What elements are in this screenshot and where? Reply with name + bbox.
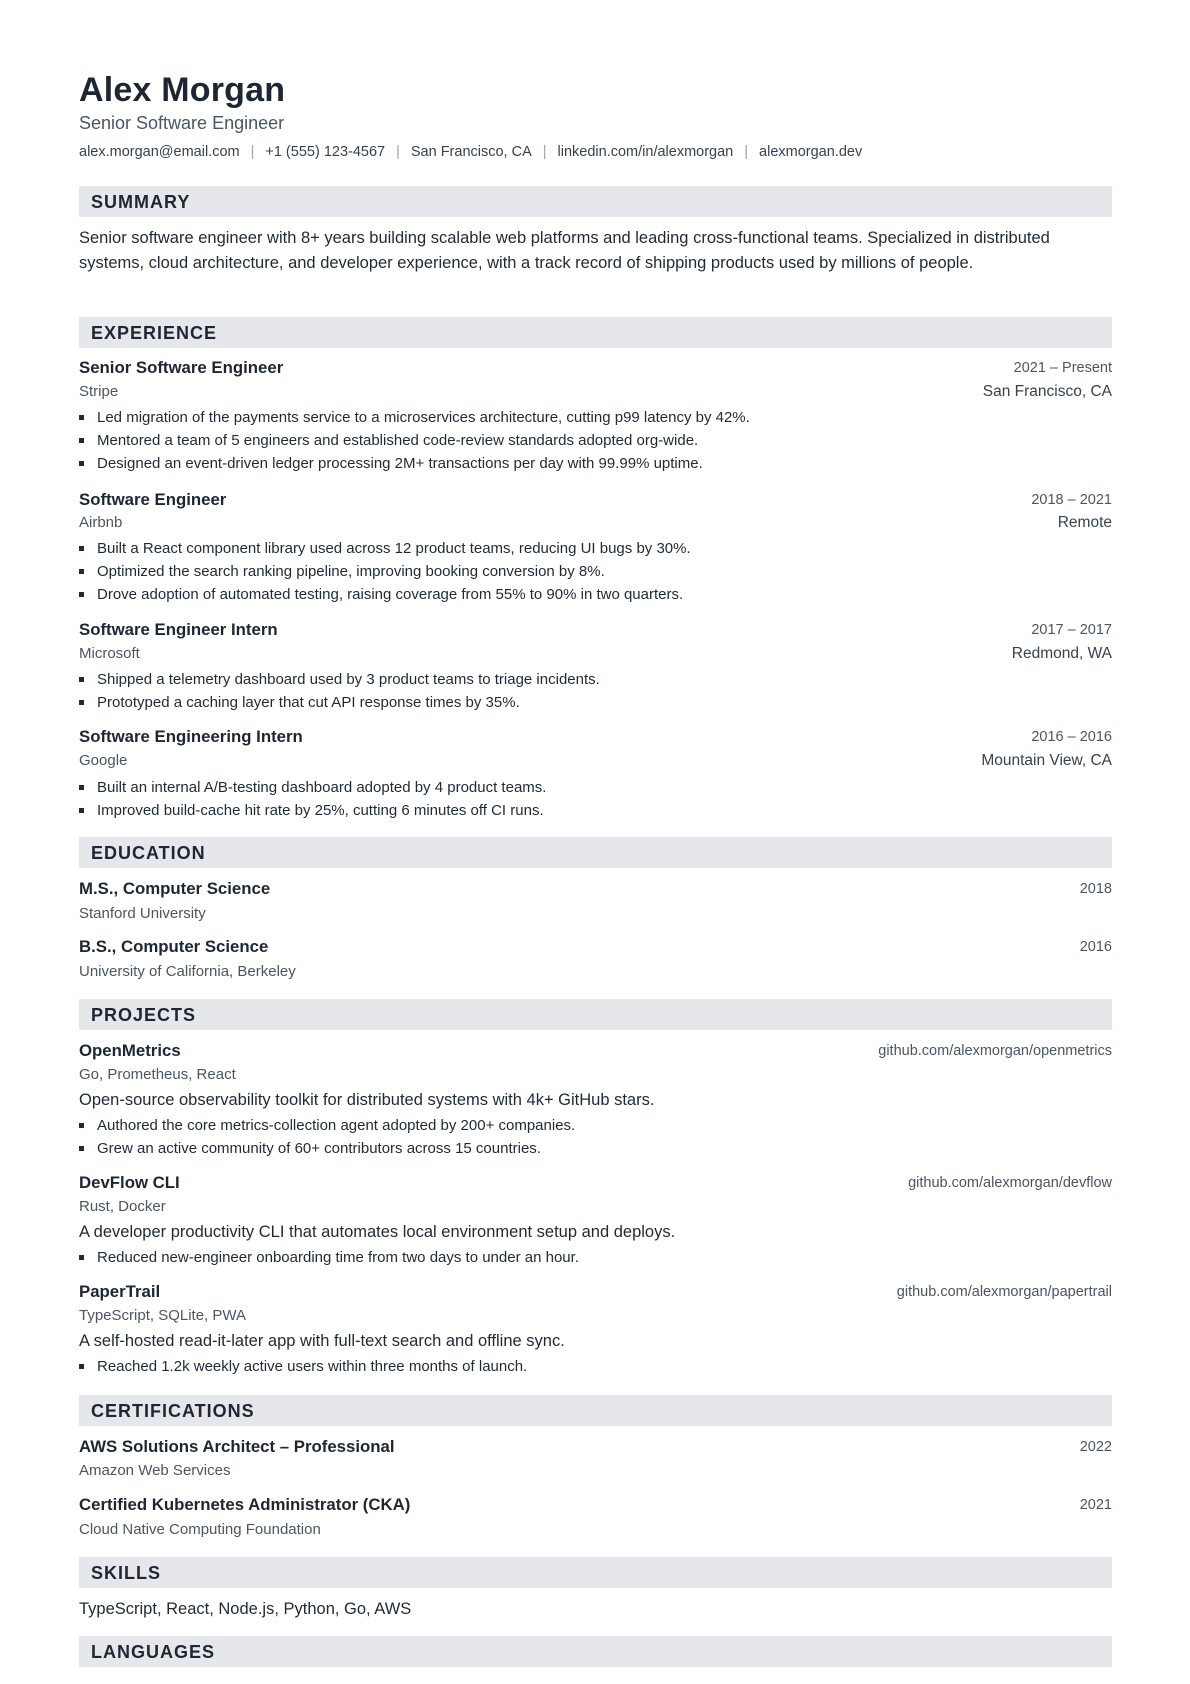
certification-issuer: Amazon Web Services [79,1462,231,1479]
project-link[interactable]: github.com/alexmorgan/papertrail [896,1284,1112,1300]
section-header-experience [79,317,1112,348]
section-header-skills [79,1557,1112,1588]
job-header [79,620,1112,642]
job-meta [79,514,1112,536]
job-title: Senior Software Engineer [79,358,284,377]
job-meta [79,752,1112,774]
bullet-text: Authored the core metrics-collection agent adopted by 200+ companies. [97,1117,576,1134]
project-stack: TypeScript, SQLite, PWA [79,1307,246,1324]
section-title: EDUCATION [91,843,206,863]
job-header [79,727,1112,749]
job-header [79,358,1112,380]
school-name: University of California, Berkeley [79,963,296,980]
certification-year: 2022 [1079,1439,1112,1455]
bullet-text: Improved build-cache hit rate by 25%, cutting 6 minutes off CI runs. [97,802,544,819]
bullet-text: Optimized the search ranking pipeline, improving booking conversion by 8%. [97,563,605,580]
bullet-icon [79,569,84,574]
job-title: Software Engineer Intern [79,620,278,639]
section-header-education [79,837,1112,868]
section-title: SKILLS [91,1563,162,1583]
project-description: A self-hosted read-it-later app with full-text search and offline sync. [79,1332,565,1350]
bullet-icon [79,1255,84,1260]
job-company: Airbnb [79,514,123,531]
contact-separator: | [396,144,400,160]
section-header-languages [79,1636,1112,1667]
certification-name: AWS Solutions Architect – Professional [79,1437,395,1456]
section-title: CERTIFICATIONS [91,1401,255,1421]
bullet-text: Designed an event-driven ledger processing 2M+ transactions per day with 99.99% uptime. [97,455,703,472]
bullet-icon [79,546,84,551]
project-meta [79,1307,1112,1329]
bullet-text: Shipped a telemetry dashboard used by 3 product teams to triage incidents. [97,671,600,688]
project-link[interactable]: github.com/alexmorgan/devflow [908,1175,1112,1191]
job-dates: 2021 – Present [1013,360,1112,376]
contact-separator: | [250,144,255,160]
section-title: LANGUAGES [91,1642,216,1662]
job-location: Redmond, WA [1011,645,1112,662]
candidate-headline: Senior Software Engineer [79,113,285,133]
bullet-icon [79,700,84,705]
contact-linkedin: linkedin.com/in/alexmorgan [557,144,734,160]
project-stack: Go, Prometheus, React [79,1066,236,1083]
bullet-text: Built an internal A/B-testing dashboard adopted by 4 product teams. [97,779,547,796]
bullet-text: Mentored a team of 5 engineers and established code-review standards adopted org-wide. [97,432,699,449]
project-meta [79,1198,1112,1220]
job-dates: 2017 – 2017 [1031,622,1112,638]
project-name: OpenMetrics [79,1041,181,1060]
education-header [79,879,1112,901]
project-description: A developer productivity CLI that automates local environment setup and deploys. [79,1223,676,1241]
bullet-icon [79,1364,84,1369]
section-title: EXPERIENCE [91,323,218,343]
degree-year: 2016 [1079,939,1112,955]
contact-website: alexmorgan.dev [759,144,863,160]
bullet-text: Grew an active community of 60+ contributors across 15 countries. [97,1140,541,1157]
bullet-text: Reached 1.2k weekly active users within three months of launch. [97,1358,528,1375]
job-location: Mountain View, CA [981,752,1112,769]
contact-line [79,143,862,161]
certification-year: 2021 [1079,1497,1112,1513]
certification-name: Certified Kubernetes Administrator (CKA) [79,1495,411,1514]
section-header-certifications [79,1395,1112,1426]
certification-header [79,1495,1112,1517]
project-header [79,1041,1112,1063]
bullet-icon [79,461,84,466]
project-name: PaperTrail [79,1282,161,1301]
job-company: Microsoft [79,645,140,662]
certification-meta [79,1462,1112,1484]
bullet-icon [79,438,84,443]
certification-meta [79,1521,1112,1543]
contact-separator: | [744,144,749,160]
education-header [79,937,1112,959]
job-meta [79,645,1112,667]
certification-header [79,1437,1112,1459]
section-title: SUMMARY [91,192,191,212]
summary-text: Senior software engineer with 8+ years building scalable web platforms and leading cross-functional teams. Specialized in distributed systems, cloud architecture, and developer experience, with a track record of shipping products used by millions of people. [79,229,1050,272]
bullet-text: Reduced new-engineer onboarding time from two days to under an hour. [97,1249,579,1266]
project-stack: Rust, Docker [79,1198,166,1215]
candidate-name: Alex Morgan [79,71,286,109]
bullet-icon [79,785,84,790]
section-header-summary [79,186,1112,217]
job-location: Remote [1057,514,1112,531]
contact-separator: | [542,144,547,160]
school-name: Stanford University [79,905,206,922]
bullet-icon [79,1123,84,1128]
job-title: Software Engineering Intern [79,727,303,746]
section-header-projects [79,999,1112,1030]
education-meta [79,905,1112,927]
job-company: Google [79,752,128,769]
bullet-text: Built a React component library used across 12 product teams, reducing UI bugs by 30%. [97,540,691,557]
skills-list: TypeScript, React, Node.js, Python, Go, AWS [79,1600,412,1618]
certification-issuer: Cloud Native Computing Foundation [79,1521,321,1538]
project-link[interactable]: github.com/alexmorgan/openmetrics [878,1043,1112,1059]
degree-title: M.S., Computer Science [79,879,271,898]
job-title: Software Engineer [79,490,227,509]
degree-year: 2018 [1079,881,1112,897]
bullet-icon [79,808,84,813]
job-meta [79,383,1112,405]
job-location: San Francisco, CA [982,383,1112,400]
job-company: Stripe [79,383,119,400]
bullet-text: Prototyped a caching layer that cut API response times by 35%. [97,694,520,711]
contact-location: San Francisco, CA [410,144,532,160]
contact-phone: +1 (555) 123-4567 [265,144,386,160]
project-description: Open-source observability toolkit for distributed systems with 4k+ GitHub stars. [79,1091,655,1109]
contact-email: alex.morgan@email.com [79,144,240,160]
bullet-icon [79,1146,84,1151]
bullet-icon [79,592,84,597]
project-header [79,1173,1112,1195]
bullet-text: Drove adoption of automated testing, raising coverage from 55% to 90% in two quarters. [97,586,684,603]
education-meta [79,963,1112,985]
degree-title: B.S., Computer Science [79,937,269,956]
job-dates: 2016 – 2016 [1031,729,1112,745]
project-name: DevFlow CLI [79,1173,180,1192]
job-dates: 2018 – 2021 [1031,492,1112,508]
section-title: PROJECTS [91,1005,197,1025]
bullet-text: Led migration of the payments service to a microservices architecture, cutting p99 latency by 42%. [97,409,750,426]
job-header [79,490,1112,512]
bullet-icon [79,415,84,420]
project-header [79,1282,1112,1304]
bullet-icon [79,677,84,682]
project-meta [79,1066,1112,1088]
